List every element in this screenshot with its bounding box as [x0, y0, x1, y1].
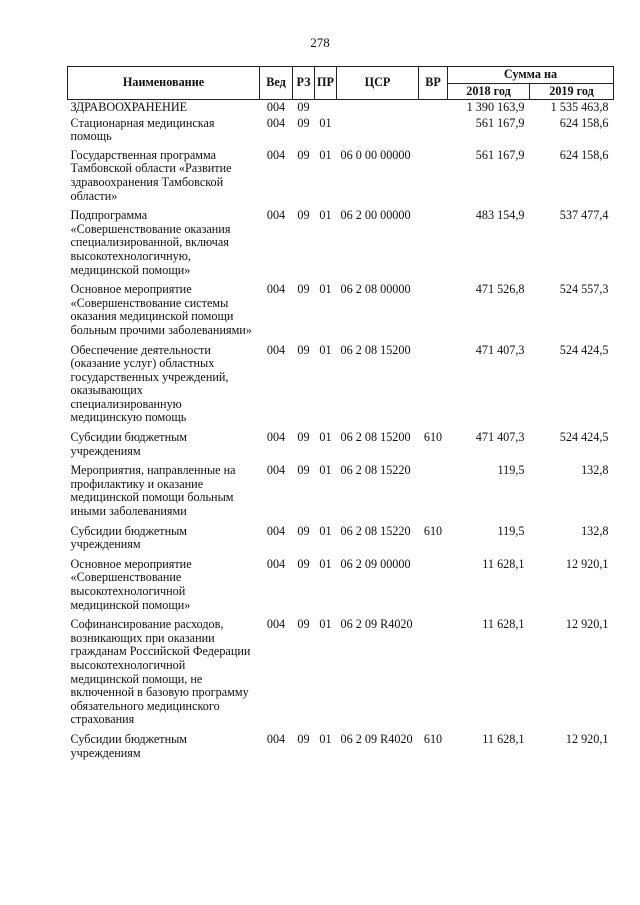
row-rz: 09	[297, 282, 310, 297]
row-ved: 004	[266, 147, 286, 162]
row-vr	[419, 618, 448, 733]
row-name: Субсидии бюджетным учреждениям	[70, 523, 187, 552]
row-amount-2018: 119,5	[497, 523, 525, 538]
table-row	[68, 464, 614, 524]
row-amount-2019: 624 158,6	[559, 115, 609, 130]
row-csr: 06 2 09 R4020	[340, 617, 413, 632]
row-name: Мероприятия, направленные на профилактику и оказание медицинской помощи больным иными заболеваниями	[70, 463, 236, 519]
row-rz: 09	[297, 430, 310, 445]
row-pr: 01	[319, 115, 332, 130]
row-ved: 004	[266, 731, 286, 746]
table-row	[68, 431, 614, 464]
row-vr	[419, 344, 448, 432]
row-amount-2018: 471 526,8	[475, 282, 525, 297]
row-ved: 004	[266, 556, 286, 571]
header-name: Наименование	[68, 67, 260, 100]
header-ved: Вед	[260, 67, 293, 100]
header-sum-on: Сумма на	[448, 67, 614, 84]
row-ved: 004	[266, 100, 286, 114]
table-row	[68, 618, 614, 733]
row-pr: 01	[319, 282, 332, 297]
table-row	[68, 283, 614, 343]
row-ved: 004	[266, 523, 286, 538]
row-amount-2019: 1 535 463,8	[550, 100, 609, 114]
row-csr: 06 2 08 15200	[340, 430, 411, 445]
row-ved: 004	[266, 617, 286, 632]
row-amount-2018: 119,5	[497, 463, 525, 478]
row-pr: 01	[319, 523, 332, 538]
row-amount-2019: 12 920,1	[565, 556, 609, 571]
row-amount-2019: 624 158,6	[559, 147, 609, 162]
row-csr: 06 2 08 15200	[340, 342, 411, 357]
row-amount-2018: 561 167,9	[475, 115, 525, 130]
table-body	[68, 100, 614, 767]
header-csr: ЦСР	[337, 67, 419, 100]
row-name: Софинансирование расходов, возникающих при оказании гражданам Российской Федерации высокотехнологичной медицинской помощи, не включенной в базовую программу обязательного медицинского страхования	[70, 617, 251, 727]
row-rz: 09	[297, 115, 310, 130]
row-name: Субсидии бюджетным учреждениям	[70, 731, 187, 760]
row-ved: 004	[266, 463, 286, 478]
row-pr: 01	[319, 208, 332, 223]
table-row	[68, 149, 614, 209]
row-amount-2018: 11 628,1	[482, 556, 525, 571]
row-name: Стационарная медицинская помощь	[70, 115, 215, 144]
row-rz: 09	[297, 463, 310, 478]
row-pr: 01	[319, 731, 332, 746]
header-year-2018: 2018 год	[448, 84, 530, 100]
row-amount-2018: 11 628,1	[482, 617, 525, 632]
row-csr: 06 2 08 00000	[340, 282, 411, 297]
row-ved: 004	[266, 430, 286, 445]
row-rz: 09	[297, 731, 310, 746]
row-name: Основное мероприятие «Совершенствование системы оказания медицинской помощи больным прочими заболеваниями»	[70, 282, 252, 337]
row-amount-2018: 471 407,3	[475, 342, 525, 357]
row-amount-2018: 1 390 163,9	[466, 100, 525, 114]
row-amount-2019: 12 920,1	[565, 731, 609, 746]
row-ved: 004	[266, 115, 286, 130]
table-row	[68, 117, 614, 149]
row-ved: 004	[266, 342, 286, 357]
row-csr: 06 2 09 00000	[340, 556, 411, 571]
row-rz: 09	[297, 342, 310, 357]
row-name: Государственная программа Тамбовской области «Развитие здравоохранения Тамбовской области»	[70, 147, 232, 203]
row-vr	[419, 149, 448, 209]
row-amount-2018: 483 154,9	[475, 208, 525, 223]
row-amount-2019: 132,8	[581, 463, 609, 478]
row-csr	[337, 100, 419, 117]
row-ved: 004	[266, 208, 286, 223]
row-rz: 09	[297, 100, 310, 114]
header-rz: РЗ	[293, 67, 315, 100]
row-vr	[419, 464, 448, 524]
table-header	[68, 67, 614, 100]
row-pr: 01	[319, 556, 332, 571]
table-row	[68, 344, 614, 432]
row-name: Основное мероприятие «Совершенствование высокотехнологичной медицинской помощи»	[70, 556, 192, 612]
row-pr: 01	[319, 430, 332, 445]
row-pr: 01	[319, 463, 332, 478]
row-csr: 06 0 00 00000	[340, 147, 411, 162]
row-vr	[419, 283, 448, 343]
row-csr: 06 2 08 15220	[340, 463, 411, 478]
row-amount-2019: 524 424,5	[559, 430, 609, 445]
row-pr: 01	[319, 617, 332, 632]
row-vr: 610	[423, 523, 443, 538]
row-amount-2019: 537 477,4	[559, 208, 609, 223]
row-csr: 06 2 09 R4020	[340, 731, 413, 746]
row-vr	[419, 117, 448, 149]
row-vr	[419, 558, 448, 618]
table-row	[68, 209, 614, 283]
row-pr	[315, 100, 337, 117]
row-csr: 06 2 08 15220	[340, 523, 411, 538]
row-ved: 004	[266, 282, 286, 297]
header-year-2019: 2019 год	[530, 84, 614, 100]
row-amount-2018: 561 167,9	[475, 147, 525, 162]
row-name: Обеспечение деятельности (оказание услуг) областных государственных учреждений, оказывающих специализированную медицинскую помощь	[70, 342, 229, 425]
row-rz: 09	[297, 208, 310, 223]
row-name: Подпрограмма «Совершенствование оказания специализированной, включая высокотехнологичную, медицинской помощи»	[70, 208, 231, 277]
row-name: Субсидии бюджетным учреждениям	[70, 430, 187, 458]
row-vr: 610	[423, 731, 443, 746]
row-rz: 09	[297, 523, 310, 538]
row-rz: 09	[297, 147, 310, 162]
row-vr	[419, 100, 448, 117]
row-amount-2019: 132,8	[581, 523, 609, 538]
row-csr	[337, 117, 419, 149]
row-pr: 01	[319, 147, 332, 162]
header-pr: ПР	[315, 67, 337, 100]
row-csr: 06 2 00 00000	[340, 208, 411, 223]
budget-table	[67, 66, 614, 766]
table-row	[68, 525, 614, 558]
row-amount-2018: 11 628,1	[482, 731, 525, 746]
row-pr: 01	[319, 342, 332, 357]
row-rz: 09	[297, 556, 310, 571]
row-vr: 610	[423, 430, 443, 445]
row-name: ЗДРАВООХРАНЕНИЕ	[70, 100, 188, 114]
row-amount-2019: 12 920,1	[565, 617, 609, 632]
row-amount-2018: 471 407,3	[475, 430, 525, 445]
table-row	[68, 100, 614, 117]
header-vr: ВР	[419, 67, 448, 100]
row-amount-2019: 524 424,5	[559, 342, 609, 357]
page-number: 278	[310, 35, 330, 50]
row-rz: 09	[297, 617, 310, 632]
row-vr	[419, 209, 448, 283]
table-row	[68, 558, 614, 618]
table-row	[68, 733, 614, 766]
row-amount-2019: 524 557,3	[559, 282, 609, 297]
